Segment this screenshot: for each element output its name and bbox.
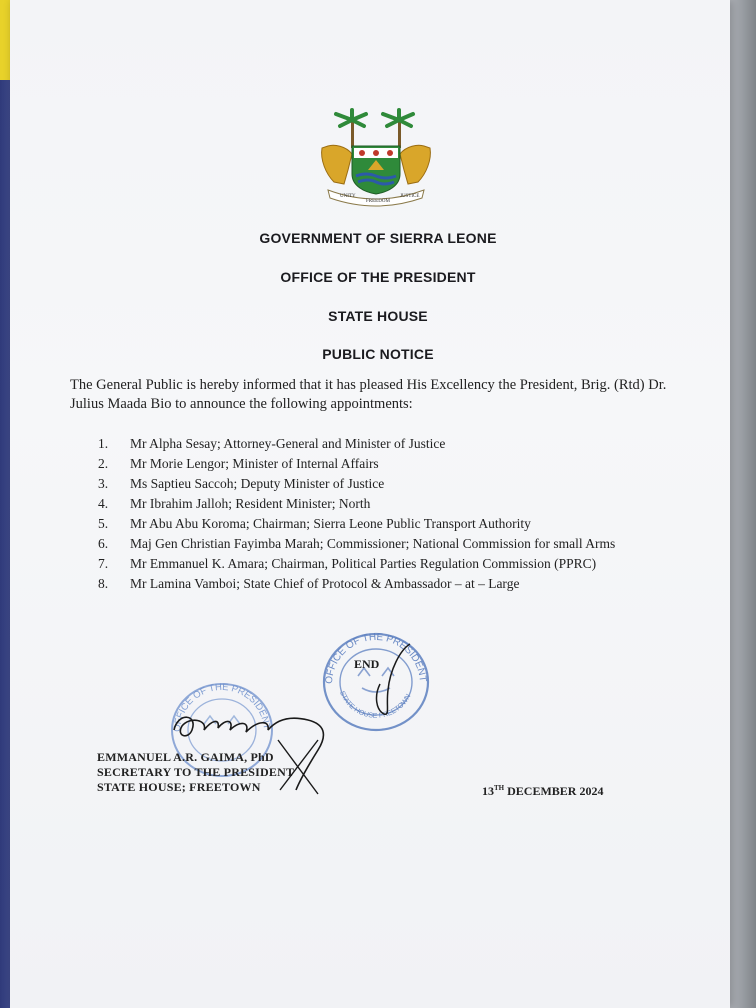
list-item-number: 7.	[98, 556, 109, 571]
shield	[352, 146, 400, 194]
backdrop-yellow-object	[0, 0, 10, 80]
svg-text:STATE HOUSE FREETOWN: STATE HOUSE FREETOWN	[338, 690, 413, 720]
palm-tree-right	[383, 110, 413, 148]
date-day: 13	[482, 784, 494, 798]
end-label: END	[354, 657, 380, 671]
signature-loop	[360, 640, 420, 720]
list-item	[98, 534, 658, 554]
list-item-text: Mr Lamina Vamboi; State Chief of Protocol & Ambassador – at – Large	[130, 576, 520, 591]
intro-paragraph: The General Public is hereby informed that it has pleased His Excellency the President, Brig. (Rtd) Dr. Julius Maada Bio to announce the following appointments:	[70, 377, 667, 412]
svg-text:UNITY: UNITY	[340, 194, 356, 199]
svg-text:OFFICE OF THE PRESIDENT: OFFICE OF THE PRESIDENT	[171, 681, 272, 733]
list-item-number: 6.	[98, 536, 109, 551]
list-item	[98, 474, 658, 494]
date-suffix: TH	[494, 784, 505, 792]
list-item	[98, 554, 658, 574]
list-item-text: Mr Alpha Sesay; Attorney-General and Minister of Justice	[130, 436, 446, 451]
list-item-text: Mr Abu Abu Koroma; Chairman; Sierra Leone Public Transport Authority	[130, 516, 531, 531]
list-item-number: 8.	[98, 576, 109, 591]
list-item-text: Mr Morie Lengor; Minister of Internal Affairs	[130, 456, 379, 471]
heading-public-notice: PUBLIC NOTICE	[322, 346, 434, 362]
list-item	[98, 574, 658, 594]
list-item-number: 4.	[98, 496, 109, 511]
list-item	[98, 454, 658, 474]
list-item-number: 2.	[98, 456, 109, 471]
svg-text:FREEDOM: FREEDOM	[366, 199, 390, 204]
list-item-text: Maj Gen Christian Fayimba Marah; Commissioner; National Commission for small Arms	[130, 536, 616, 551]
svg-text:OFFICE OF THE PRESIDENT: OFFICE OF THE PRESIDENT	[323, 631, 429, 685]
notice-date	[482, 784, 603, 799]
heading-state-house: STATE HOUSE	[328, 308, 428, 324]
list-item-text: Mr Emmanuel K. Amara; Chairman, Political Parties Regulation Commission (PPRC)	[130, 556, 597, 571]
signatory-name: EMMANUEL A.R. GAIMA, PhD	[97, 750, 274, 764]
signatory-block	[97, 750, 294, 795]
list-item	[98, 434, 658, 454]
list-item-number: 5.	[98, 516, 109, 531]
lion-right	[400, 145, 430, 184]
list-item-number: 1.	[98, 436, 109, 451]
svg-text:JUSTICE: JUSTICE	[400, 194, 420, 199]
heading-office: OFFICE OF THE PRESIDENT	[280, 269, 476, 285]
list-item-text: Ms Saptieu Saccoh; Deputy Minister of Justice	[130, 476, 385, 491]
list-item-number: 3.	[98, 476, 109, 491]
coat-of-arms-emblem	[318, 108, 434, 208]
lion-left	[322, 145, 352, 184]
list-item	[98, 494, 658, 514]
list-item	[98, 514, 658, 534]
appointments-list	[98, 434, 658, 594]
list-item-text: Mr Ibrahim Jalloh; Resident Minister; North	[130, 496, 371, 511]
signatory-title: SECRETARY TO THE PRESIDENT	[97, 765, 295, 779]
palm-tree-left	[336, 110, 366, 148]
heading-government: GOVERNMENT OF SIERRA LEONE	[259, 230, 497, 246]
date-rest: DECEMBER 2024	[507, 784, 604, 798]
signatory-location: STATE HOUSE; FREETOWN	[97, 780, 261, 794]
